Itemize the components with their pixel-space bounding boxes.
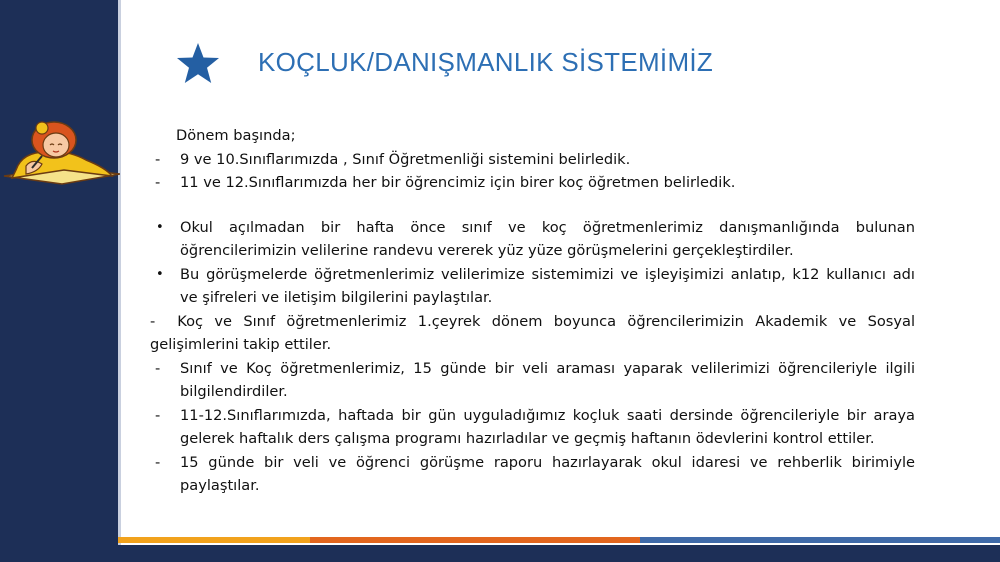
list-item-text: 15 günde bir veli ve öğrenci görüşme raporu hazırlayarak okul idaresi ve rehberlik birimiyle paylaştılar. bbox=[180, 453, 915, 494]
student-writing-illustration bbox=[2, 118, 120, 190]
slide-title: KOÇLUK/DANIŞMANLIK SİSTEMİMİZ bbox=[258, 47, 714, 77]
footer-bar-blue bbox=[640, 537, 1000, 543]
star-icon bbox=[176, 42, 220, 84]
list-item-text: Sınıf ve Koç öğretmenlerimiz, 15 günde bir veli araması yaparak velilerimizi öğrencileriyle ilgili bilgilendirdiler. bbox=[180, 359, 915, 400]
list-item bbox=[150, 357, 915, 404]
list-item-text: 11 ve 12.Sınıflarımızda her bir öğrencimiz için birer koç öğretmen belirledik. bbox=[180, 174, 736, 191]
list-item bbox=[150, 216, 915, 263]
footer-band bbox=[118, 545, 1000, 562]
dash-marker: - bbox=[155, 406, 161, 424]
list-item-text: Okul açılmadan bir hafta önce sınıf ve koç öğretmenlerimiz danışmanlığında bulunan öğrencilerimizin velilerine randevu vererek yüz yüze görüşmelerini gerçekleştirdiler. bbox=[180, 218, 915, 259]
footer-bar-orange bbox=[310, 537, 640, 543]
dash-marker: - bbox=[155, 453, 161, 471]
list-item bbox=[150, 310, 915, 357]
list-item bbox=[150, 171, 915, 195]
dash-marker: - bbox=[155, 150, 161, 168]
list-item bbox=[150, 148, 915, 172]
list-item bbox=[150, 404, 915, 451]
bullet-marker: • bbox=[156, 219, 164, 235]
slide-body bbox=[150, 124, 915, 498]
list-item bbox=[150, 263, 915, 310]
list-item-text: 11-12.Sınıflarımızda, haftada bir gün uyguladığımız koçluk saati dersinde öğrencileriyle bir araya gelerek haftalık ders çalışma programı hazırladılar ve geçmiş haftanın ödevlerini kontrol ettiler. bbox=[180, 406, 915, 447]
list-item-text: 9 ve 10.Sınıflarımızda , Sınıf Öğretmenliği sistemini belirledik. bbox=[180, 150, 631, 168]
list-item-text: Bu görüşmelerde öğretmenlerimiz velilerimize sistemimizi ve işleyişimizi anlatıp, k12 kullanıcı adı ve şifreleri ve iletişim bilgilerini paylaştılar. bbox=[180, 265, 915, 306]
footer-bar-yellow bbox=[118, 537, 310, 543]
intro-text: Dönem başında; bbox=[176, 127, 296, 144]
dash-marker: - bbox=[150, 312, 156, 330]
list-item bbox=[150, 451, 915, 498]
bullet-marker: • bbox=[156, 266, 164, 282]
sidebar-divider bbox=[118, 0, 121, 562]
dash-marker: - bbox=[155, 359, 161, 377]
dash-marker: - bbox=[155, 174, 161, 191]
sidebar-band bbox=[0, 0, 118, 562]
list-item-text: Koç ve Sınıf öğretmenlerimiz 1.çeyrek dönem boyunca öğrencilerimizin Akademik ve Sosyal gelişimlerini takip ettiler. bbox=[150, 312, 915, 353]
